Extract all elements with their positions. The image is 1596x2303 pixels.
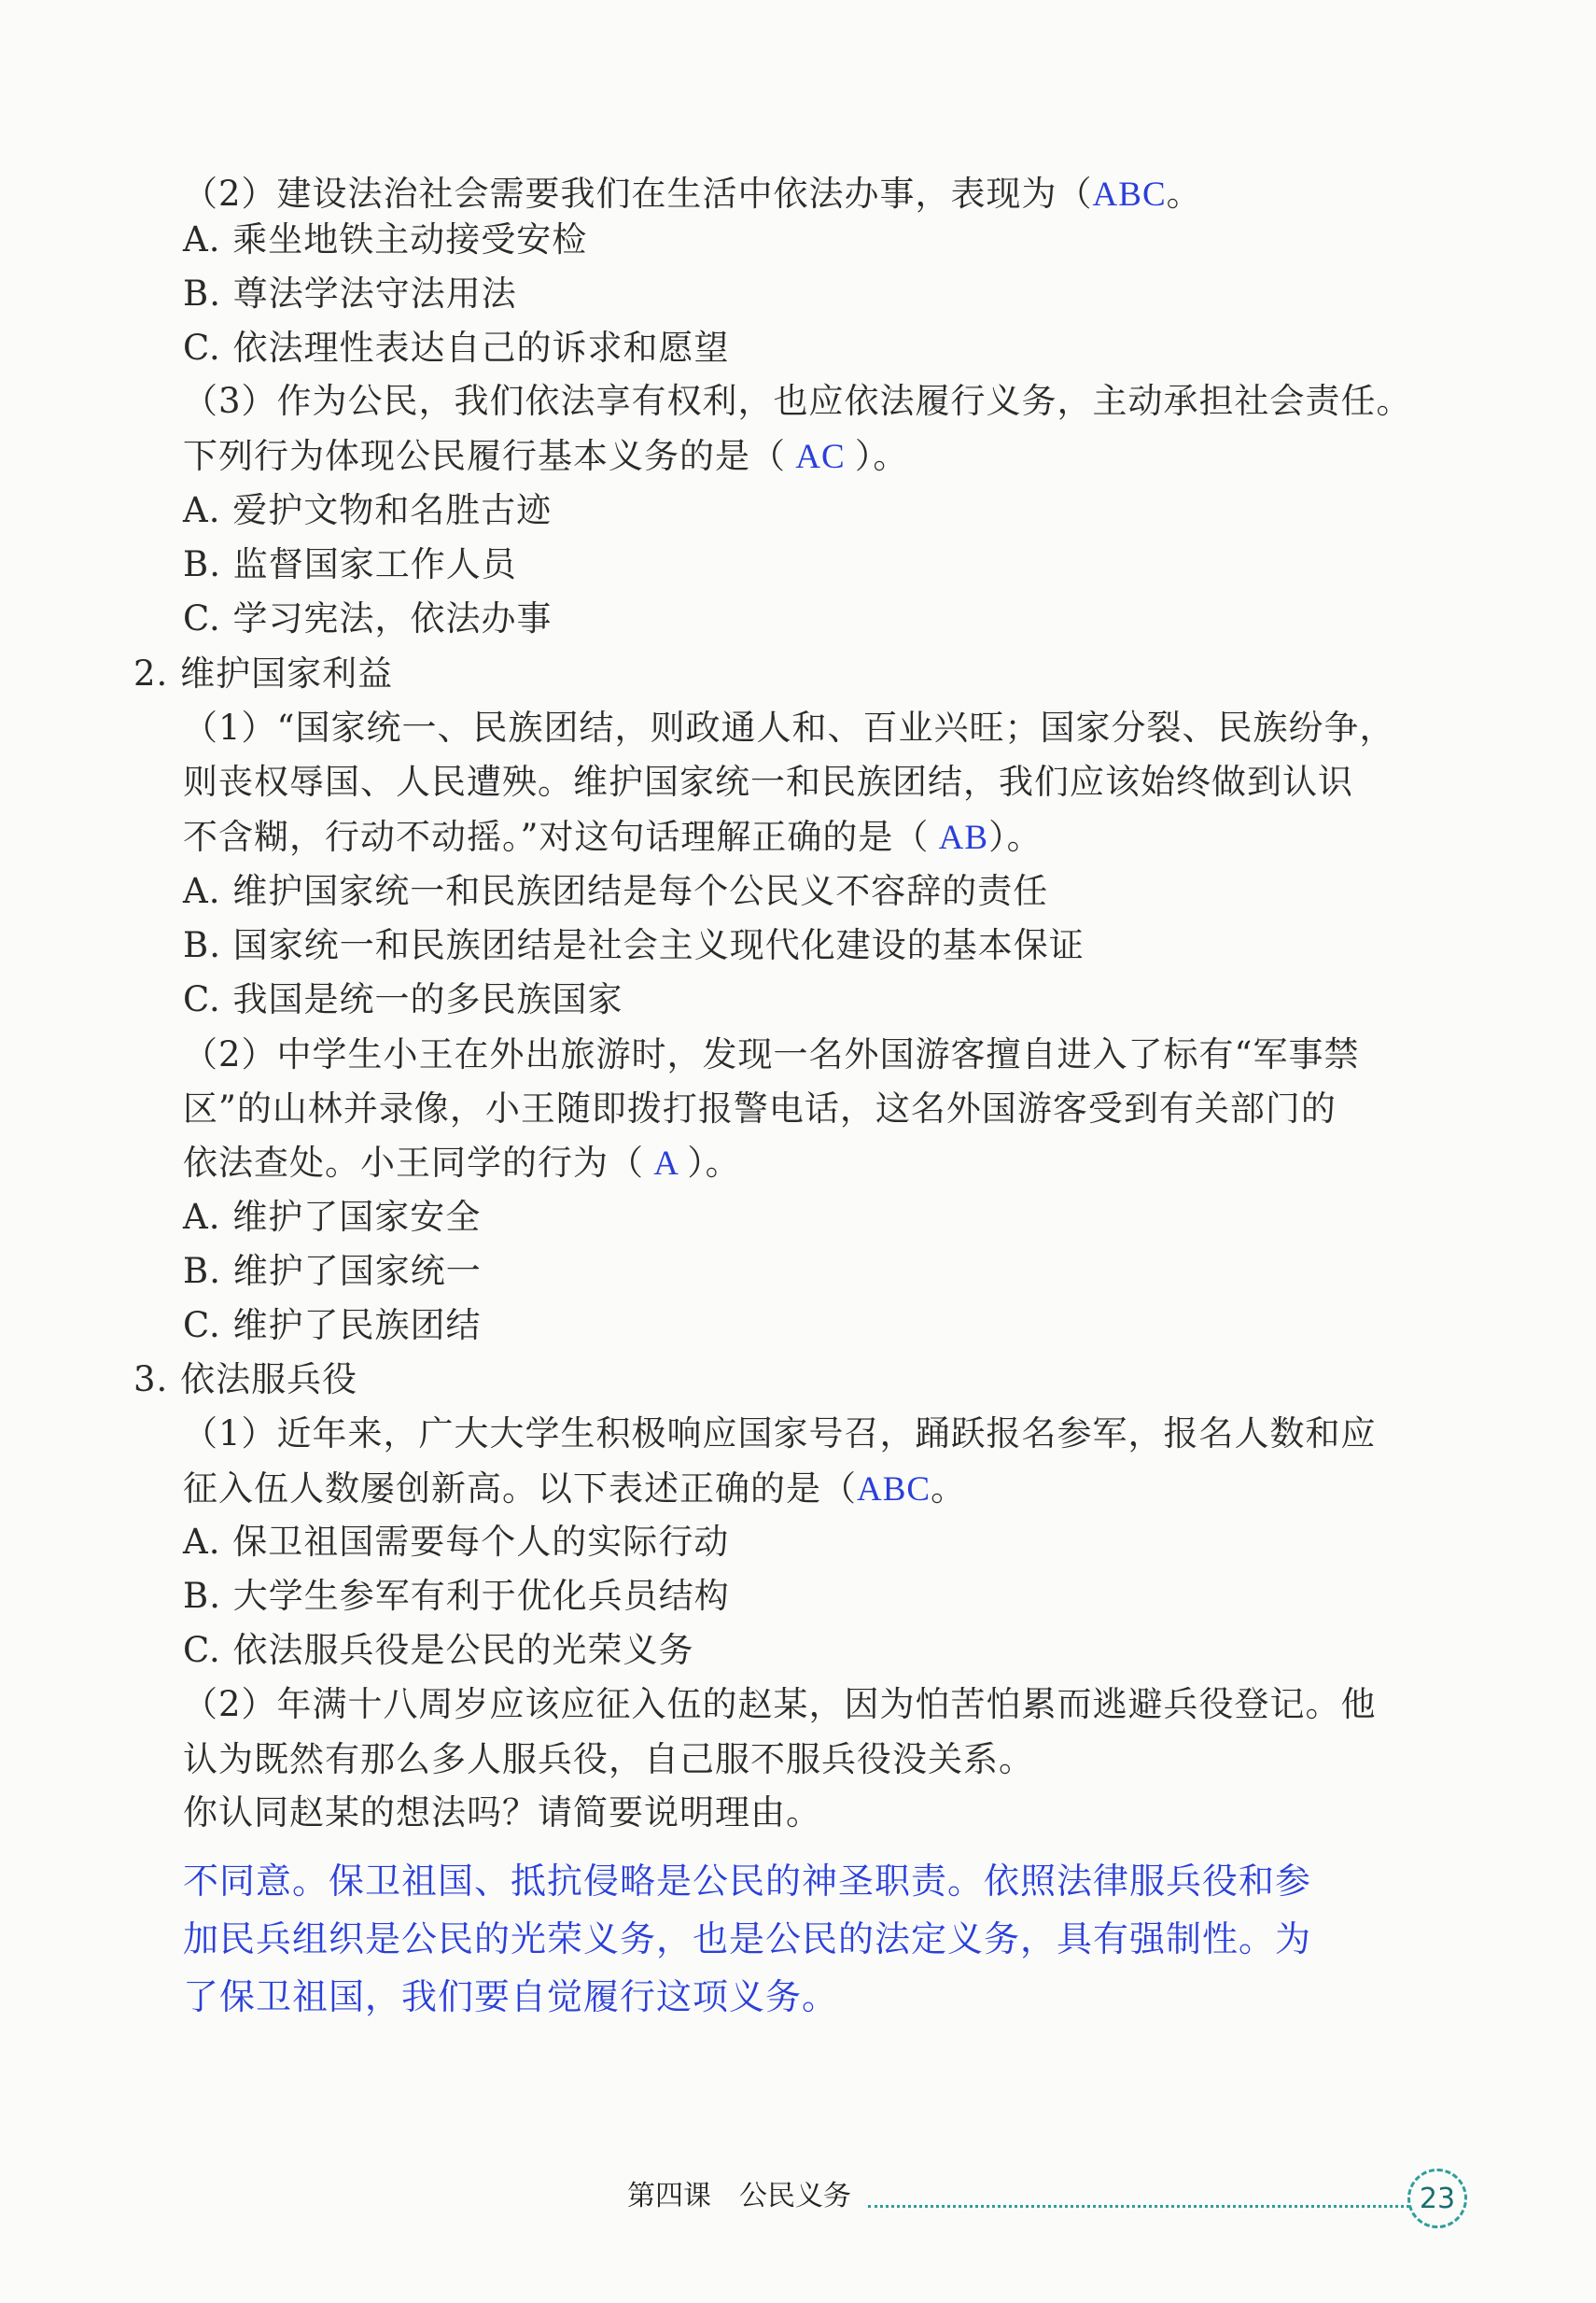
line-q1-3-A	[183, 487, 552, 534]
line-sec3-title	[133, 1356, 357, 1403]
line-q1-2-C	[183, 325, 730, 372]
line-q1-2-stem	[183, 171, 1202, 218]
line-q3-1-C	[183, 1627, 694, 1674]
line-text: 依法查处。小王同学的行为（	[183, 1143, 644, 1183]
footer-lesson-title: 第四课 公民义务	[627, 2180, 851, 2212]
line-q3-2-stem-2	[183, 1736, 1034, 1783]
line-q2-2-stem-2	[183, 1086, 1337, 1132]
line-suffix: 。	[1166, 174, 1202, 214]
line-q2-1-A	[183, 868, 1048, 915]
line-q2-2-stem-3	[183, 1140, 741, 1187]
line-sec2-title	[133, 651, 393, 697]
line-text: B. 国家统一和民族团结是社会主义现代化建设的基本保证	[183, 925, 1085, 965]
line-text: C. 依法理性表达自己的诉求和愿望	[183, 328, 730, 368]
line-text: A. 维护国家统一和民族团结是每个公民义不容辞的责任	[183, 871, 1049, 911]
line-text: 不含糊，行动不动摇。”对这句话理解正确的是（	[183, 817, 930, 857]
line-q2-2-stem-1	[183, 1032, 1359, 1078]
line-q1-2-B	[183, 271, 517, 317]
line-text: 认为既然有那么多人服兵役，自己服不服兵役没关系。	[183, 1739, 1034, 1779]
line-text: B. 尊法学法守法用法	[183, 274, 517, 314]
page-number-badge	[1407, 2169, 1467, 2228]
line-text: 3. 依法服兵役	[133, 1359, 358, 1399]
line-text: （2）建设法治社会需要我们在生活中依法办事，表现为（	[183, 174, 1093, 214]
line-q2-1-B	[183, 922, 1085, 969]
footer-dotted-rule	[868, 2205, 1409, 2208]
line-suffix: ）。	[854, 436, 909, 476]
line-q3-1-stem-1	[183, 1411, 1377, 1457]
handwritten-answer: ABC	[1092, 176, 1167, 214]
line-text: C. 维护了民族团结	[183, 1305, 482, 1345]
handwritten-answer: ABC	[857, 1470, 931, 1509]
handwritten-answer: AC	[786, 438, 855, 476]
handwritten-answer: A	[644, 1144, 688, 1183]
line-text: （2）年满十八周岁应该应征入伍的赵某，因为怕苦怕累而逃避兵役登记。他	[183, 1684, 1377, 1724]
line-text: B. 维护了国家统一	[183, 1251, 482, 1291]
line-q3-1-A	[183, 1519, 729, 1566]
line-q1-3-C	[183, 596, 553, 642]
line-q2-1-stem-1	[183, 705, 1394, 751]
answer-line: 了保卫祖国，我们要自觉履行这项义务。	[183, 1976, 839, 2017]
line-q1-3-B	[183, 541, 517, 588]
line-text: （1）“国家统一、民族团结，则政通人和、百业兴旺；国家分裂、民族纷争，	[183, 708, 1395, 748]
line-q3-1-B	[183, 1573, 730, 1620]
line-text: 则丧权辱国、人民遭殃。维护国家统一和民族团结，我们应该始终做到认识	[183, 762, 1353, 802]
line-suffix: 。	[931, 1468, 967, 1509]
line-suffix: ）。	[988, 817, 1043, 857]
line-text: 区”的山林并录像，小王随即拨打报警电话，这名外国游客受到有关部门的	[183, 1088, 1337, 1129]
line-q3-1-stem-2	[183, 1466, 966, 1513]
line-text: A. 维护了国家安全	[183, 1197, 482, 1237]
line-q3-2-stem-3	[183, 1790, 821, 1836]
line-text: （3）作为公民，我们依法享有权利，也应依法履行义务，主动承担社会责任。	[183, 381, 1412, 421]
line-text: C. 学习宪法，依法办事	[183, 598, 553, 639]
line-text: C. 依法服兵役是公民的光荣义务	[183, 1630, 694, 1670]
line-text: 下列行为体现公民履行基本义务的是（	[183, 436, 786, 476]
line-text: （1）近年来，广大大学生积极响应国家号召，踊跃报名参军，报名人数和应	[183, 1413, 1377, 1453]
line-text: 征入伍人数屡创新高。以下表述正确的是（	[183, 1468, 857, 1509]
line-q3-2-stem-1	[183, 1681, 1377, 1728]
line-q1-2-A	[183, 217, 587, 263]
answer-line: 加民兵组织是公民的光荣义务，也是公民的法定义务，具有强制性。为	[183, 1918, 1312, 1959]
page-number: 23	[1419, 2182, 1456, 2215]
line-q2-2-C	[183, 1302, 482, 1349]
line-q2-1-C	[183, 976, 623, 1023]
line-text: C. 我国是统一的多民族国家	[183, 979, 623, 1019]
line-q1-3-stem-2	[183, 433, 908, 481]
line-q2-1-stem-3	[183, 814, 1043, 862]
handwritten-answer: AB	[929, 819, 989, 857]
line-suffix: ）。	[687, 1143, 741, 1183]
line-text: A. 爱护文物和名胜古迹	[183, 490, 553, 530]
line-text: 2. 维护国家利益	[133, 653, 394, 694]
line-q2-2-B	[183, 1248, 482, 1295]
line-q2-2-A	[183, 1194, 481, 1241]
answer-line: 不同意。保卫祖国、抵抗侵略是公民的神圣职责。依照法律服兵役和参	[183, 1861, 1312, 1902]
line-text: B. 大学生参军有利于优化兵员结构	[183, 1576, 730, 1616]
line-text: A. 乘坐地铁主动接受安检	[183, 219, 588, 260]
line-text: 你认同赵某的想法吗？请简要说明理由。	[183, 1792, 821, 1833]
line-q2-1-stem-2	[183, 759, 1353, 806]
line-text: A. 保卫祖国需要每个人的实际行动	[183, 1522, 730, 1562]
line-q1-3-stem-1	[183, 378, 1412, 425]
line-text: B. 监督国家工作人员	[183, 544, 517, 584]
line-text: （2）中学生小王在外出旅游时，发现一名外国游客擅自进入了标有“军事禁	[183, 1034, 1360, 1074]
